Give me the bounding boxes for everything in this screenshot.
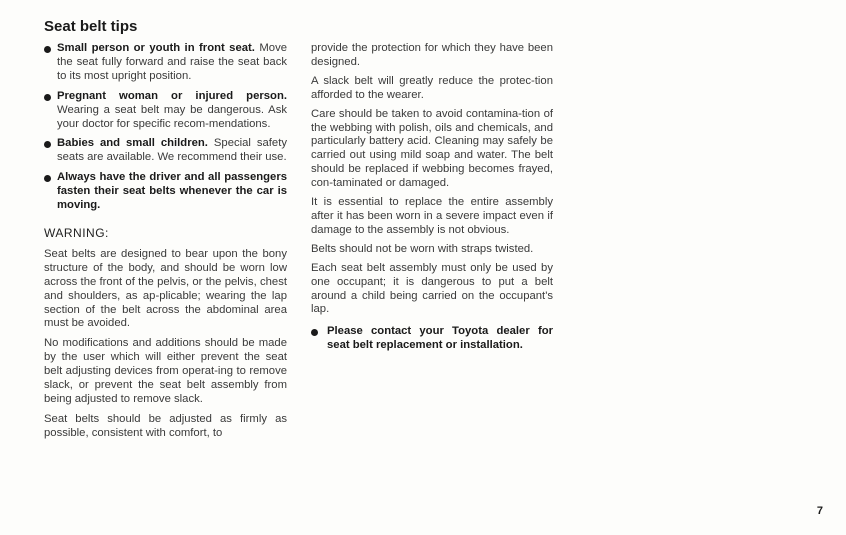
bullet-lead: Babies and small children.	[57, 137, 208, 150]
page-number: 7	[816, 505, 823, 517]
warning-paragraph: provide the protection for which they have been designed.	[311, 42, 553, 68]
bullet-text: Special safety seats are available. We recommend their use.	[57, 137, 288, 164]
warning-paragraph: A slack belt will greatly reduce the protec-tion afforded to the wearer.	[311, 74, 553, 101]
bullet-small-person	[44, 42, 287, 84]
bullet-pregnant-injured	[44, 90, 287, 132]
bullet-contact-dealer	[311, 325, 553, 353]
bullet-lead: Please contact your Toyota dealer for seat belt replacement or installation.	[327, 325, 553, 352]
bullet-text: Wearing a seat belt may be dangerous. Ask your doctor for specific recom-mendations.	[57, 103, 287, 130]
bullet-babies-children	[44, 137, 287, 165]
right-column	[311, 42, 553, 359]
warning-paragraph: Each seat belt assembly must only be used by one occupant; it is dangerous to put a belt around a child being carried on the occupant's lap.	[311, 261, 553, 316]
bullet-dot-icon	[44, 175, 51, 182]
bullet-lead: Small person or youth in front seat.	[57, 42, 255, 54]
warning-heading: WARNING:	[44, 225, 109, 240]
bullet-dot-icon	[44, 94, 51, 101]
bullet-dot-icon	[44, 141, 51, 148]
bullet-dot-icon	[311, 329, 318, 336]
warning-paragraph: Belts should not be worn with straps twisted.	[311, 242, 534, 255]
warning-paragraph: Seat belts are designed to bear upon the bony structure of the body, and should be worn low across the front of the pelvis, or the pelvis, chest and shoulders, as ap-plicable; wearing the lap section of the belt across the abdominal area must be avoided.	[44, 247, 287, 330]
warning-paragraph: No modifications and additions should be made by the user which will either prevent the seat belt adjusting devices from operat-ing to remove slack, or prevent the seat belt assembly from being adjusted to remove slack.	[44, 337, 287, 405]
warning-paragraph: It is essential to replace the entire assembly after it has been worn in a severe impact even if damage to the assembly is not obvious.	[311, 196, 553, 236]
warning-paragraph: Seat belts should be adjusted as firmly as possible, consistent with comfort, to	[44, 412, 287, 439]
page-title: Seat belt tips	[44, 18, 138, 35]
left-column	[44, 42, 287, 447]
bullet-dot-icon	[44, 46, 51, 53]
bullet-lead: Always have the driver and all passengers fasten their seat belts whenever the car is moving.	[57, 171, 287, 212]
bullet-text: Move the seat fully forward and raise the seat back to its most upright position.	[57, 42, 287, 82]
bullet-lead: Pregnant woman or injured person.	[57, 89, 287, 102]
bullet-always-fasten	[44, 171, 287, 213]
warning-paragraph: Care should be taken to avoid contamina-tion of the webbing with polish, oils and chemicals, and particularly battery acid. Cleaning may safely be carried out using mild soap and water. The belt should be replaced if webbing becomes frayed, con-taminated or damaged.	[311, 107, 553, 190]
